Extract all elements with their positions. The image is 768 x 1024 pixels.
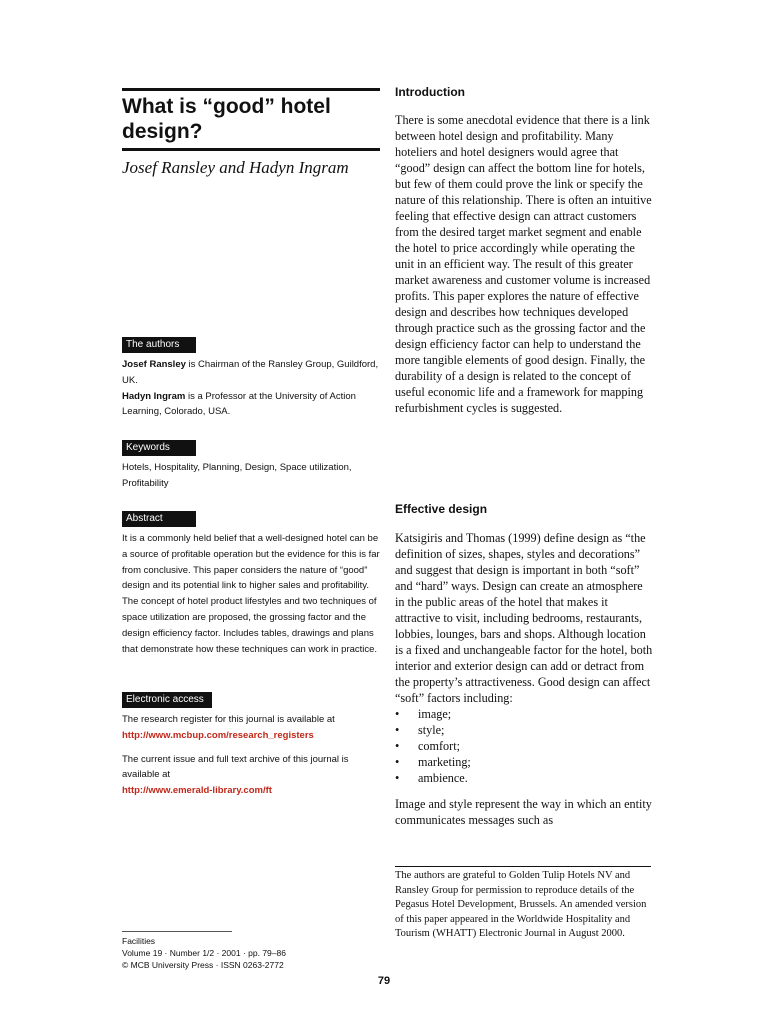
research-register-link[interactable]: http://www.mcbup.com/research_registers (122, 729, 314, 741)
bullet-icon: • (395, 771, 400, 785)
author2-text: is a Professor at the University of Action Learning, Colorado, USA. (122, 390, 356, 418)
archive-text: The current issue and full text archive of this journal is available at (122, 753, 349, 781)
keywords-section (122, 440, 384, 492)
byline: Josef Ransley and Hadyn Ingram (122, 158, 349, 177)
effective-design-heading: Effective design (395, 502, 488, 516)
list-item: • ambience. (395, 771, 468, 785)
journal-volume: Volume 19 · Number 1/2 · 2001 · pp. 79–86 (122, 948, 286, 958)
footnote-rule (395, 866, 651, 867)
citation-rule (122, 931, 232, 932)
authors-section (122, 337, 384, 420)
abstract-section (122, 511, 384, 657)
author2-bio (122, 389, 384, 421)
electronic-access-section (122, 692, 384, 799)
acknowledgement-footnote: The authors are grateful to Golden Tulip Hotels NV and Ransley Group for permission to reproduce details of the Pegasus Hotel Development, Brussels. An amended version of this paper appeared in the Worldwide Hospitality and Tourism (WHATT) Electronic Journal in August 2000. (395, 870, 647, 940)
bullet-icon: • (395, 739, 400, 753)
electronic-access-label: Electronic access (122, 692, 212, 708)
author1-text: is Chairman of the Ransley Group, Guildford, UK. (122, 359, 379, 386)
research-register-text: The research register for this journal is available at (122, 714, 335, 725)
page-number: 79 (377, 975, 391, 987)
introduction-section (395, 84, 653, 416)
keywords-label: Keywords (122, 440, 196, 456)
list-item: • style; (395, 723, 445, 737)
list-item: • comfort; (395, 739, 460, 753)
title-top-rule (122, 88, 380, 91)
journal-copyright: © MCB University Press · ISSN 0263-2772 (122, 960, 284, 970)
journal-name: Facilities (122, 936, 156, 946)
bullet-icon: • (395, 707, 400, 721)
title-bottom-rule (122, 148, 380, 151)
effective-design-text: Katsigiris and Thomas (1999) define design as “the definition of sizes, shapes, styles and decorations” and suggest that design is important in both “soft” and “hard” ways. Design can create an atmosphere in the public areas of the hotel that makes it attractive to visit, including bedrooms, restaurants, lobbies, lounges, bars and shops. Although location is a fixed and unchangeable factor for the hotel, both interior and exterior design can add or detract from the property’s attractiveness. Good design can affect “soft” factors including: (395, 531, 653, 705)
abstract-text: It is a commonly held belief that a well-designed hotel can be a source of profitable operation but the evidence for this is far from conclusive. This paper considers the nature of “good” design and its potential link to higher sales and profitability. The concept of hotel product lifestyles and two techniques of space utilization are proposed, the grossing factor and the design efficiency factor. Includes tables, drawings and plans that demonstrate how these techniques can work in practice. (122, 533, 380, 655)
introduction-text: There is some anecdotal evidence that there is a link between hotel design and profitability. Many hoteliers and hotel designers would agree that “good” design can affect the bottom line for hotels, but few of them could prove the link or specify the nature of this relationship. There is often an intuitive feeling that effective design can attract customers from the desired target market segment and enable the hotel to price accordingly while operating the unit in an efficient way. The result of this greater market awareness and customer volume is increased profits. This paper explores the nature of effective design and describes how techniques developed through practice such as the grossing factor and the design efficiency factor can help to understand the more tangible elements of good design. Finally, the durability of a design is related to the concept of useful economic life and a framework for mapping refurbishment cycles is suggested. (395, 113, 652, 415)
journal-citation (122, 931, 382, 971)
bullet-icon: • (395, 755, 400, 769)
list-item: • image; (395, 707, 452, 721)
introduction-heading: Introduction (395, 85, 465, 99)
author1-bio (122, 357, 384, 389)
article-title: What is “good” hotel design? (122, 95, 331, 143)
list-item: • marketing; (395, 755, 471, 769)
author1-name: Josef Ransley (122, 359, 186, 370)
author2-name: Hadyn Ingram (122, 390, 186, 402)
authors-label: The authors (122, 337, 196, 353)
effective-design-section (395, 501, 653, 828)
soft-factors-list (395, 706, 653, 786)
archive-link[interactable]: http://www.emerald-library.com/ft (122, 785, 272, 797)
title-block (122, 88, 380, 179)
abstract-label: Abstract (122, 511, 196, 527)
bullet-icon: • (395, 723, 400, 737)
keywords-text: Hotels, Hospitality, Planning, Design, Space utilization, Profitability (122, 462, 352, 489)
image-style-text: Image and style represent the way in which an entity communicates messages such as (395, 797, 652, 827)
